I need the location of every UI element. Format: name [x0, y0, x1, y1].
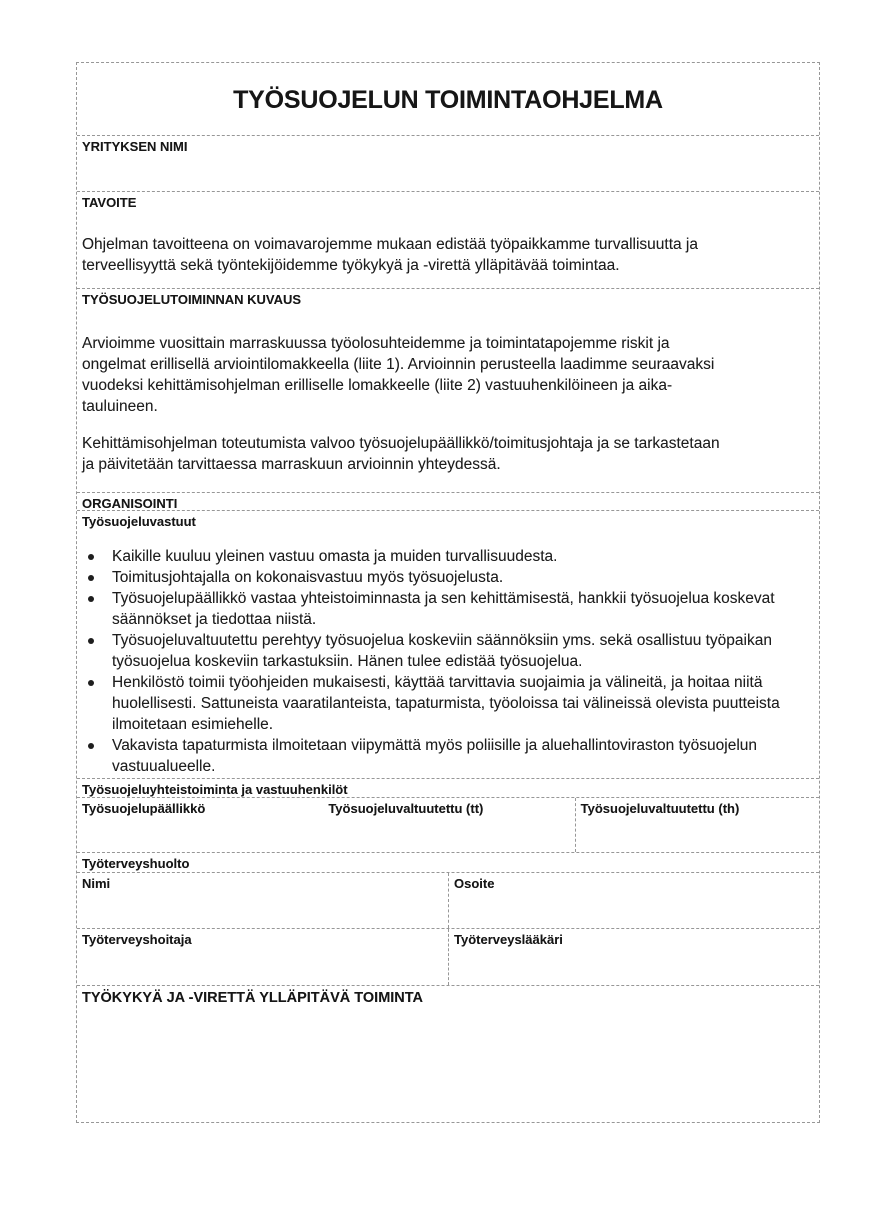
tyosuojeluvaltuutettu-tt-field — [323, 816, 574, 826]
kuvaus-label: TYÖSUOJELUTOIMINNAN KUVAUS — [82, 292, 302, 307]
tyosuojelupaallikko-field — [77, 816, 323, 826]
text-line: Ohjelman tavoitteena on voimavarojemme mukaan edistää työpaikkamme turvallisuutta ja — [82, 236, 698, 253]
text-line: ja päivitetään tarvittaessa marraskuun arvioinnin yhteydessä. — [82, 456, 501, 473]
nimi-label: Nimi — [82, 876, 111, 891]
osoite-label: Osoite — [454, 876, 495, 891]
row-hoitaja-laakari — [77, 928, 819, 985]
cell-tyosuojelupaallikko — [77, 798, 323, 852]
section-organisointi-header — [77, 492, 819, 510]
cell-nimi — [77, 873, 448, 928]
responsibilities-list — [77, 546, 819, 777]
section-tyosuojeluvastuut — [77, 510, 819, 778]
text-line: ongelmat erillisellä arviointilomakkeella (liite 1). Arvioinnin perusteella laadimme seuraavaksi — [82, 356, 715, 373]
company-name-field — [77, 154, 819, 164]
section-yhteistoiminta-header — [77, 778, 819, 797]
tyosuojelupaallikko-label: Työsuojelupäällikkö — [82, 801, 206, 816]
list-item: Toimitusjohtajalla on kokonaisvastuu myös työsuojelusta. — [77, 567, 811, 588]
list-item: Henkilöstö toimii työohjeiden mukaisesti, käyttää tarvittavia suojaimia ja välineitä, ja hoitaa niitä huolellisesti. Sattuneista vaaratilanteista, tapaturmista, työoloissa tai välineissä olevista puutteista ilmoitetaan esimiehelle. — [77, 672, 811, 735]
tyoterveyshoitaja-field — [77, 947, 448, 957]
section-tyokyky — [77, 985, 819, 1122]
tyosuojeluvaltuutettu-th-label: Työsuojeluvaltuutettu (th) — [580, 801, 740, 816]
cell-tyoterveyslaakari — [448, 929, 819, 985]
tyosuojeluvaltuutettu-tt-label: Työsuojeluvaltuutettu (tt) — [328, 801, 484, 816]
tyoterveyslaakari-label: Työterveyslääkäri — [454, 932, 563, 947]
section-tavoite — [77, 191, 819, 288]
cell-tyosuojeluvaltuutettu-th — [575, 798, 819, 852]
kuvaus-paragraph-2 — [77, 433, 819, 475]
section-company-name — [77, 135, 819, 191]
yhteistoiminta-label: Työsuojeluyhteistoiminta ja vastuuhenkilöt — [82, 782, 348, 797]
nimi-field — [77, 891, 448, 901]
tyoterveyshoitaja-label: Työterveyshoitaja — [82, 932, 192, 947]
text-line: Kehittämisohjelman toteutumista valvoo työsuojelupäällikkö/toimitusjohtaja ja se tarkastetaan — [82, 435, 720, 452]
tyokyky-field — [77, 1007, 819, 1017]
tyoterveyslaakari-field — [449, 947, 819, 957]
cell-tyosuojeluvaltuutettu-tt — [323, 798, 574, 852]
list-item: Kaikille kuuluu yleinen vastuu omasta ja muiden turvallisuudesta. — [77, 546, 811, 567]
tyokyky-label: TYÖKYKYÄ JA -VIRETTÄ YLLÄPITÄVÄ TOIMINTA — [82, 990, 424, 1006]
company-name-label: YRITYKSEN NIMI — [82, 139, 188, 154]
list-item: Työsuojelupäällikkö vastaa yhteistoiminnasta ja sen kehittämisestä, hankkii työsuojelua koskevat säännökset ja tiedottaa niistä. — [77, 588, 811, 630]
text-line: terveellisyyttä sekä työntekijöidemme työkykyä ja -virettä ylläpitävää toimintaa. — [82, 257, 620, 274]
tyoterveyshuolto-label: Työterveyshuolto — [82, 856, 190, 871]
title-row — [77, 63, 819, 135]
osoite-field — [449, 891, 819, 901]
section-vastuuhenkilot — [77, 797, 819, 852]
section-tyoterveyshuolto-header — [77, 852, 819, 872]
tavoite-paragraph — [77, 234, 819, 276]
cell-osoite — [448, 873, 819, 928]
tyosuojeluvaltuutettu-th-field — [576, 816, 819, 826]
document-title: TYÖSUOJELUN TOIMINTAOHJELMA — [233, 86, 663, 114]
text-line: tauluineen. — [82, 398, 158, 415]
kuvaus-paragraph-1 — [77, 333, 819, 417]
cell-tyoterveyshoitaja — [77, 929, 448, 985]
list-item: Työsuojeluvaltuutettu perehtyy työsuojelua koskeviin säännöksiin yms. sekä osallistuu työpaikan työsuojelua koskeviin tarkastuksiin. Hänen tulee edistää työsuojelua. — [77, 630, 811, 672]
text-line: vuodeksi kehittämisohjelman erilliselle lomakkeelle (liite 2) vastuuhenkilöineen ja aika- — [82, 377, 673, 394]
form-tyosuojelun-toimintaohjelma — [76, 62, 820, 1123]
tyosuojeluvastuut-label: Työsuojeluvastuut — [82, 514, 196, 529]
row-nimi-osoite — [77, 872, 819, 928]
list-item: Vakavista tapaturmista ilmoitetaan viipymättä myös poliisille ja aluehallintoviraston työsuojelun vastuualueelle. — [77, 735, 811, 777]
tavoite-label: TAVOITE — [82, 195, 137, 210]
section-kuvaus — [77, 288, 819, 492]
organisointi-label: ORGANISOINTI — [82, 496, 178, 510]
text-line: Arvioimme vuosittain marraskuussa työolosuhteidemme ja toimintatapojemme riskit ja — [82, 335, 670, 352]
